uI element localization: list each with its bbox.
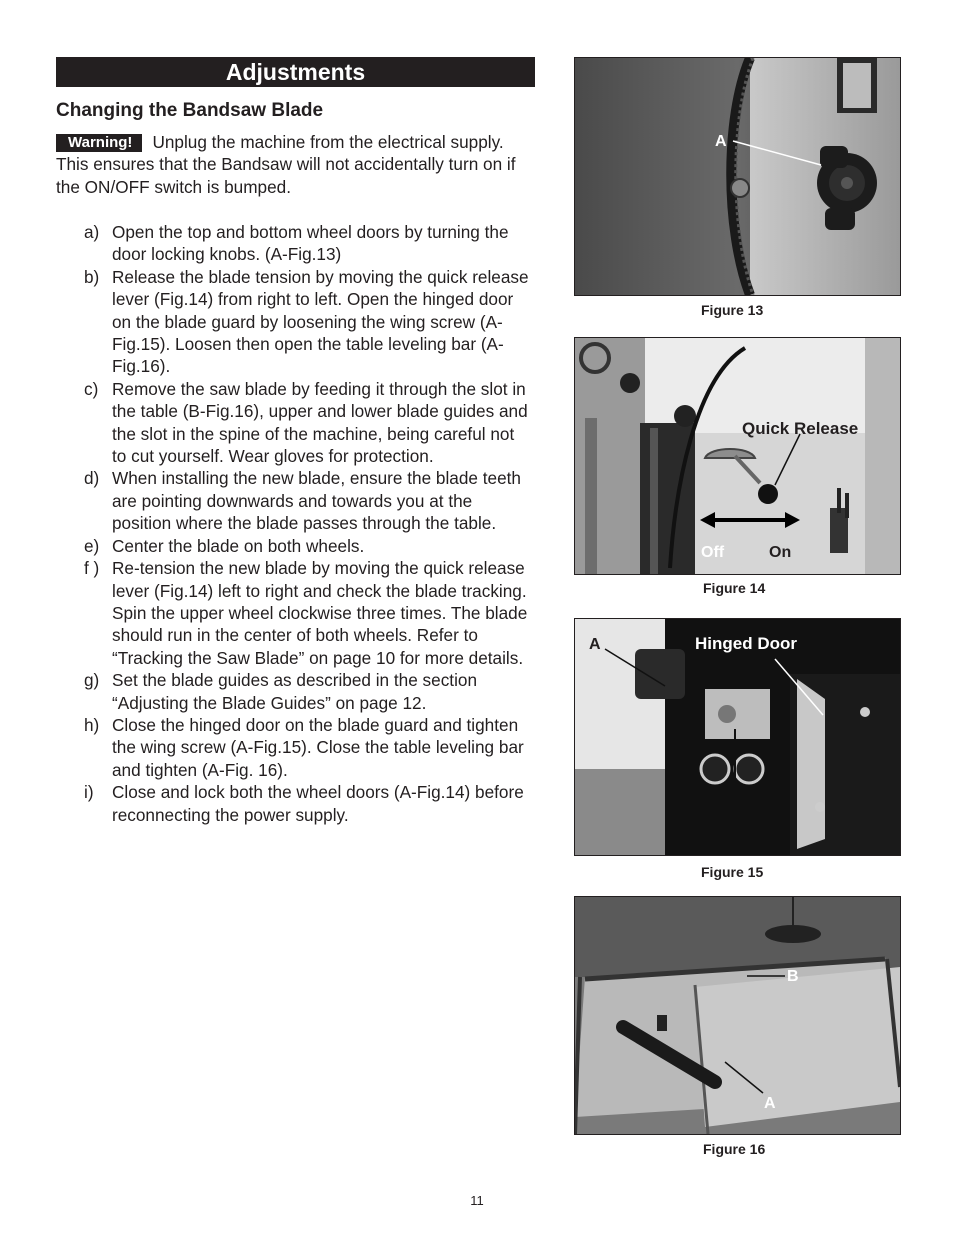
step-text: Center the blade on both wheels. bbox=[112, 535, 365, 556]
step-text: When installing the new blade, ensure the blade teeth are pointing downwards and towards you at the position where the blade passes through the table. bbox=[112, 468, 521, 534]
step-text: Remove the saw blade by feeding it through the slot in the table (B-Fig.16), upper and lower blade guides and the slot in the spine of the machine, being careful not to cut yourself. Wear gloves for protection. bbox=[112, 378, 528, 467]
step-label: e) bbox=[84, 535, 100, 556]
section-title: Adjustments bbox=[56, 57, 535, 87]
step-label: d) bbox=[84, 468, 100, 489]
on-label: On bbox=[769, 544, 792, 561]
figure-15-caption: Figure 15 bbox=[701, 864, 764, 880]
step-item bbox=[84, 781, 529, 826]
step-text: Close and lock both the wheel doors (A-Fig.14) before reconnecting the power supply. bbox=[112, 782, 524, 825]
step-label: b) bbox=[84, 266, 100, 287]
figure-16-callout-a: A bbox=[764, 1095, 776, 1112]
warning-text: Unplug the machine from the electrical supply. This ensures that the Bandsaw will not accidentally turn on if the ON/OFF switch is bumped. bbox=[56, 132, 516, 197]
step-label: h) bbox=[84, 714, 100, 735]
page-number: 11 bbox=[470, 1193, 484, 1208]
step-item bbox=[84, 714, 529, 781]
figure-16-photo bbox=[574, 896, 901, 1135]
step-label: i) bbox=[84, 782, 94, 803]
figure-16-caption: Figure 16 bbox=[703, 1141, 766, 1157]
figure-15-photo bbox=[574, 618, 901, 856]
step-item bbox=[84, 535, 529, 557]
figure-16-callout-b: B bbox=[787, 968, 799, 985]
subsection-title: Changing the Bandsaw Blade bbox=[56, 100, 324, 121]
step-item bbox=[84, 221, 529, 266]
step-item bbox=[84, 467, 529, 534]
figure-13-photo bbox=[574, 57, 901, 296]
steps-list bbox=[84, 221, 529, 826]
step-text: Re-tension the new blade by moving the quick release lever (Fig.14) left to right and check the blade tracking. Spin the upper wheel clockwise three times. The blade should run in the center of both wheels. Refer to “Tracking the Saw Blade” on page 10 for more details. bbox=[112, 558, 528, 668]
off-label: Off bbox=[701, 544, 725, 561]
step-text: Set the blade guides as described in the section “Adjusting the Blade Guides” on page 12. bbox=[112, 670, 477, 713]
step-text: Release the blade tension by moving the quick release lever (Fig.14) from right to left. Open the hinged door on the blade guard by loosening the wing screw (A-Fig.15). Loosen then open the table leveling bar (A-Fig.16). bbox=[112, 266, 529, 377]
figure-14-caption: Figure 14 bbox=[703, 580, 766, 596]
figure-13-callout-a: A bbox=[715, 133, 727, 150]
step-label: c) bbox=[84, 378, 99, 399]
step-item bbox=[84, 557, 529, 669]
warning-paragraph bbox=[56, 131, 516, 198]
step-item bbox=[84, 378, 529, 468]
step-label: a) bbox=[84, 222, 100, 242]
step-text: Open the top and bottom wheel doors by turning the door locking knobs. (A-Fig.13) bbox=[112, 222, 509, 265]
step-item bbox=[84, 669, 529, 714]
hinged-door-label: Hinged Door bbox=[695, 634, 797, 653]
figure-15-callout-a: A bbox=[589, 636, 601, 653]
step-text: Close the hinged door on the blade guard and tighten the wing screw (A-Fig.15). Close the table leveling bar and tighten (A-Fig. 16). bbox=[112, 714, 524, 780]
figure-14-photo bbox=[574, 337, 901, 575]
warning-badge: Warning! bbox=[56, 134, 142, 152]
figure-13-caption: Figure 13 bbox=[701, 302, 764, 318]
step-label: g) bbox=[84, 670, 100, 691]
step-item bbox=[84, 266, 529, 378]
quick-release-label: Quick Release bbox=[742, 419, 859, 438]
step-label: f ) bbox=[84, 558, 100, 579]
